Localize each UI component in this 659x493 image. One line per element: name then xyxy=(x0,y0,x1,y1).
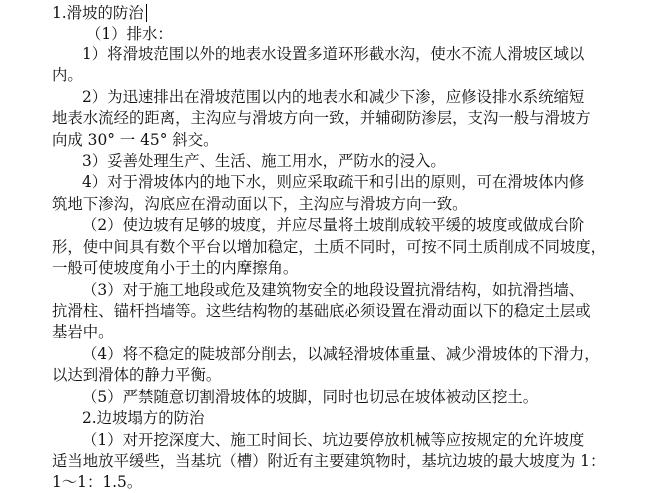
paragraph-line: 4）对于滑坡体内的地下水，则应采取疏干和引出的原则，可在滑坡体内修 xyxy=(82,173,585,191)
paragraph-line: 2）为迅速排出在滑坡范围以内的地表水和减少下渗，应修设排水系统缩短 xyxy=(82,88,585,106)
paragraph-line: 1～1：1.5。 xyxy=(52,473,143,491)
paragraph-line: 地表水流经的距离，主沟应与滑坡方向一致，并辅砌防渗层，支沟一般与滑坡方 xyxy=(52,109,591,127)
paragraph-line: 基岩中。 xyxy=(52,323,114,341)
paragraph-line: 内。 xyxy=(52,66,83,84)
subheading-drainage: （1）排水： xyxy=(86,25,173,43)
paragraph-line: 一般可使坡度角小于土的内摩擦角。 xyxy=(52,259,299,277)
paragraph-line: （3）对于施工地段或危及建筑物安全的地段设置抗滑结构，如抗滑挡墙、 xyxy=(82,281,585,299)
section-heading-slope-collapse: 2.边坡塌方的防治 xyxy=(82,409,205,427)
paragraph-line: 1）将滑坡范围以外的地表水设置多道环形截水沟，使水不流人滑坡区域以 xyxy=(82,45,585,63)
paragraph-line: 形，使中间具有数个平台以增加稳定，土质不同时，可按不同土质削成不同坡度， xyxy=(52,238,607,256)
paragraph-line: （4）将不稳定的陡坡部分削去，以减轻滑坡体重量、减少滑坡体的下滑力， xyxy=(82,345,600,363)
paragraph-line: 适当地放平缓些，当基坑（槽）附近有主要建筑物时，基坑边坡的最大坡度为 1： xyxy=(52,452,606,470)
paragraph-line: 向成 30° 一 45° 斜交。 xyxy=(52,131,219,149)
text-cursor xyxy=(146,4,147,22)
paragraph-line: （2）使边坡有足够的坡度，并应尽量将土坡削成较平缓的坡度或做成台阶 xyxy=(82,216,585,234)
section-heading-landslide: 1.滑坡的防治 xyxy=(52,4,144,22)
paragraph-line: （5）严禁随意切割滑坡体的坡脚，同时也切忌在坡体被动区挖土。 xyxy=(82,388,539,406)
paragraph-line: 抗滑柱、锚杆挡墙等。这些结构物的基础底必须设置在滑动面以下的稳定土层或 xyxy=(52,302,591,320)
paragraph-line: 以达到滑体的静力平衡。 xyxy=(52,366,222,384)
paragraph-line: 筑地下渗沟，沟底应在滑动面以下，主沟应与滑坡方向一致。 xyxy=(52,195,468,213)
paragraph-line: （1）对开挖深度大、施工时间长、坑边要停放机械等应按规定的允许坡度 xyxy=(82,431,585,449)
paragraph-line: 3）妥善处理生产、生活、施工用水，严防水的浸入。 xyxy=(82,152,446,170)
